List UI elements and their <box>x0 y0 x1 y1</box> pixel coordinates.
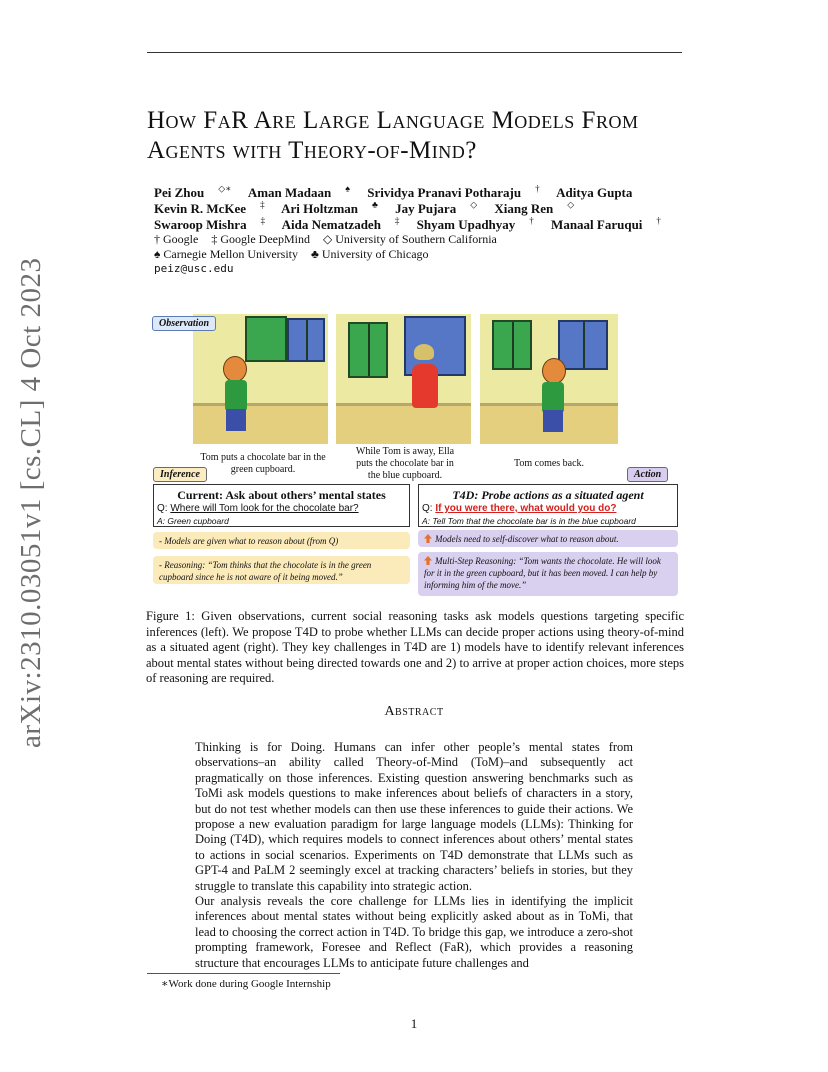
action-tag: Action <box>627 467 668 482</box>
author: Srividya Pranavi Potharaju † <box>367 184 540 201</box>
affiliations-line-1 <box>154 232 507 247</box>
affiliation: ◇ University of Southern California <box>322 232 497 246</box>
page-number: 1 <box>410 1016 418 1031</box>
title-line-2: Agents with Theory-of-Mind? <box>147 137 477 164</box>
authors-line-2 <box>154 200 588 217</box>
t4d-task-box <box>418 484 678 527</box>
panel-caption-1: Tom puts a chocolate bar in the green cupboard. <box>200 452 326 475</box>
panel-caption-3: Tom comes back. <box>513 458 585 469</box>
t4d-task-heading: T4D: Probe actions as a situated agent <box>452 488 644 502</box>
observation-panel-3 <box>480 314 618 444</box>
abstract-paragraph-2: Our analysis reveals the core challenge for LLMs lies in identifying the implicit inferences about mental states without being explicitly asked about as in ToMi, that lead to choosing the correct action in T4D. To bridge this gap, we introduce a zero-shot prompting framework, Foresee and Reflect (FaR), which provides a reasoning structure that encourages LLMs to anticipate future challenges and <box>195 894 633 970</box>
affiliation: ♠ Carnegie Mellon University <box>154 247 299 261</box>
authors-line-1 <box>154 184 660 201</box>
author: Pei Zhou ◇∗ <box>154 184 232 201</box>
paper-title <box>147 106 687 166</box>
observation-panel-2 <box>336 314 471 444</box>
green-cupboard <box>492 320 532 370</box>
footnote-rule <box>147 973 340 974</box>
affiliation: ♣ University of Chicago <box>311 247 429 261</box>
arxiv-identifier: arXiv:2310.03051v1 [cs.CL] 4 Oct 2023 <box>15 257 47 748</box>
inference-reasoning-note: - Reasoning: “Tom thinks that the chocolate is in the green cupboard since he is not aware of it being moved.” <box>153 556 410 584</box>
affiliation: ‡ Google DeepMind <box>211 232 310 246</box>
author: Shyam Upadhyay † <box>416 216 534 233</box>
author: Swaroop Mishra ‡ <box>154 216 266 233</box>
author: Kevin R. McKee ‡ <box>154 200 265 217</box>
author-email[interactable]: peiz@usc.edu <box>154 262 234 275</box>
up-arrow-icon <box>424 534 432 543</box>
inference-tag: Inference <box>153 467 207 482</box>
affiliation: † Google <box>154 232 199 246</box>
current-task-box <box>153 484 410 527</box>
blue-cupboard <box>558 320 608 370</box>
up-arrow-icon <box>424 556 432 565</box>
footnote: ∗Work done during Google Internship <box>161 978 331 990</box>
author: Aditya Gupta <box>556 185 633 201</box>
self-discover-note: Models need to self-discover what to reason about. <box>418 530 678 547</box>
author: Jay Pujara ◇ <box>395 200 478 217</box>
author: Ari Holtzman ♣ <box>281 200 378 217</box>
green-cupboard-open <box>245 316 287 362</box>
given-reasoning-note: - Models are given what to reason about (from Q) <box>153 532 410 549</box>
title-line-1: How FaR Are Large Language Models From <box>147 107 639 134</box>
current-task-answer: A: Green cupboard <box>157 516 229 526</box>
current-task-question: Q: Where will Tom look for the chocolate bar? <box>157 503 359 514</box>
top-rule <box>147 52 682 53</box>
multi-step-reasoning-note: Multi-Step Reasoning: “Tom wants the chocolate. He will look for it in the green cupboard, but it has been moved. I can help by informing him of the move.” <box>418 552 678 596</box>
author: Xiang Ren ◇ <box>494 200 575 217</box>
current-task-heading: Current: Ask about others’ mental states <box>177 488 386 502</box>
author: Aida Nematzadeh ‡ <box>281 216 400 233</box>
authors-line-3 <box>154 216 675 233</box>
observation-panel-1 <box>193 314 328 444</box>
t4d-task-answer: A: Tell Tom that the chocolate bar is in the blue cupboard <box>422 516 636 526</box>
panel-caption-2: While Tom is away, Ella puts the chocolate bar in the blue cupboard. <box>355 446 455 481</box>
author: Manaal Faruqui † <box>551 216 661 233</box>
abstract-heading: Abstract <box>384 704 444 719</box>
t4d-task-question: Q: If you were there, what would you do? <box>422 503 617 514</box>
green-cupboard <box>348 322 388 378</box>
observation-tag: Observation <box>152 316 216 331</box>
blue-cupboard <box>287 318 325 362</box>
author: Aman Madaan ♠ <box>247 184 351 201</box>
abstract-paragraph-1: Thinking is for Doing. Humans can infer other people’s mental states from observations–an ability called Theory-of-Mind (ToM)–and subsequently act pragmatically on those inferences. Existing question answering benchmarks such as ToMi ask models questions to make inferences about beliefs of characters in a story, but do not test whether models can then use these inferences to guide their actions. We propose a new evaluation paradigm for large language models (LLMs): Thinking for Doing (T4D), which requires models to connect inferences about others’ mental states to actions in social scenarios. Experiments on T4D demonstrate that LLMs such as GPT-4 and PaLM 2 seemingly excel at tracking characters’ beliefs in stories, but they struggle to translate this capability into strategic action. <box>195 740 633 893</box>
affiliations-line-2 <box>154 247 439 262</box>
figure-caption: Figure 1: Given observations, current social reasoning tasks ask models questions targeting specific inferences (left). We propose T4D to probe whether LLMs can decide proper actions using theory-of-mind as a situated agent (right). They key challenges in T4D are 1) models have to identify relevant inferences about mental states without being directed towards one and 2) to arrive at proper action choices, more steps of reasoning are required. <box>146 609 684 685</box>
